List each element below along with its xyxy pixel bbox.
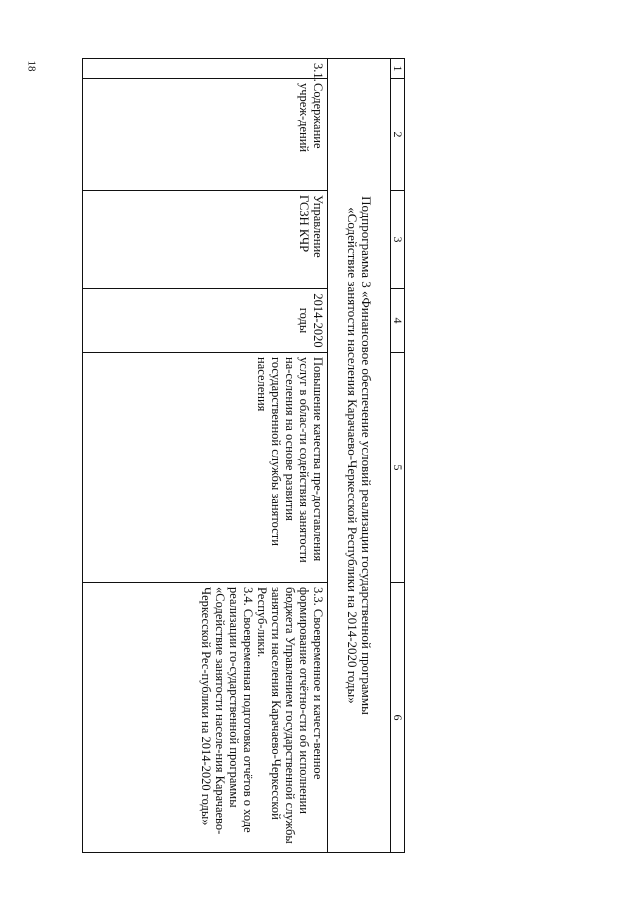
subprogram-title (327, 59, 390, 853)
table-row (83, 59, 328, 853)
col-number-6: 6 (390, 583, 404, 853)
program-table (82, 58, 405, 853)
row-activity-name: Содержание учреж-дений (83, 79, 328, 191)
row-executor: Управление ГСЗН КЧР (83, 191, 328, 289)
row-expected-result: Повышение качества пре-доставления услуг в облас-ти содействия занятости на-селения на основе развития государственной службы занятости населения (83, 353, 328, 583)
row-period: 2014-2020 годы (83, 289, 328, 353)
col-number-5: 5 (390, 353, 404, 583)
rotated-table-area (82, 58, 405, 852)
col-number-1: 1 (390, 59, 404, 79)
indicator-3-3: 3.3. Своевременное и качест-венное формирование отчётно-сти об исполнении бюджета Управлением государственной службы занятости населения Карачаево-Черкесской Респуб-лики. (254, 587, 325, 844)
page-number: 18 (25, 60, 38, 72)
col-number-2: 2 (390, 79, 404, 191)
column-number-row (390, 59, 404, 853)
subprogram-title-line-2: «Содействие занятости населения Карачаево-Черкесской Республики на 2014-2020 годы» (344, 207, 360, 704)
row-indicators (83, 583, 328, 853)
col-number-4: 4 (390, 289, 404, 353)
subprogram-title-row (327, 59, 390, 853)
indicator-3-4: 3.4. Своевременная подготовка отчётов о ходе реализации го-сударственной программы «Содействие занятости населе-ния Карачаево-Черкесской Рес-публики на 2014-2020 годы» (198, 587, 255, 835)
row-number: 3.1. (83, 59, 328, 79)
subprogram-title-line-1: Подпрограмма 3 «Финансовое обеспечение условий реализации государственной программы (359, 196, 375, 715)
col-number-3: 3 (390, 191, 404, 289)
landscape-page (82, 58, 405, 852)
